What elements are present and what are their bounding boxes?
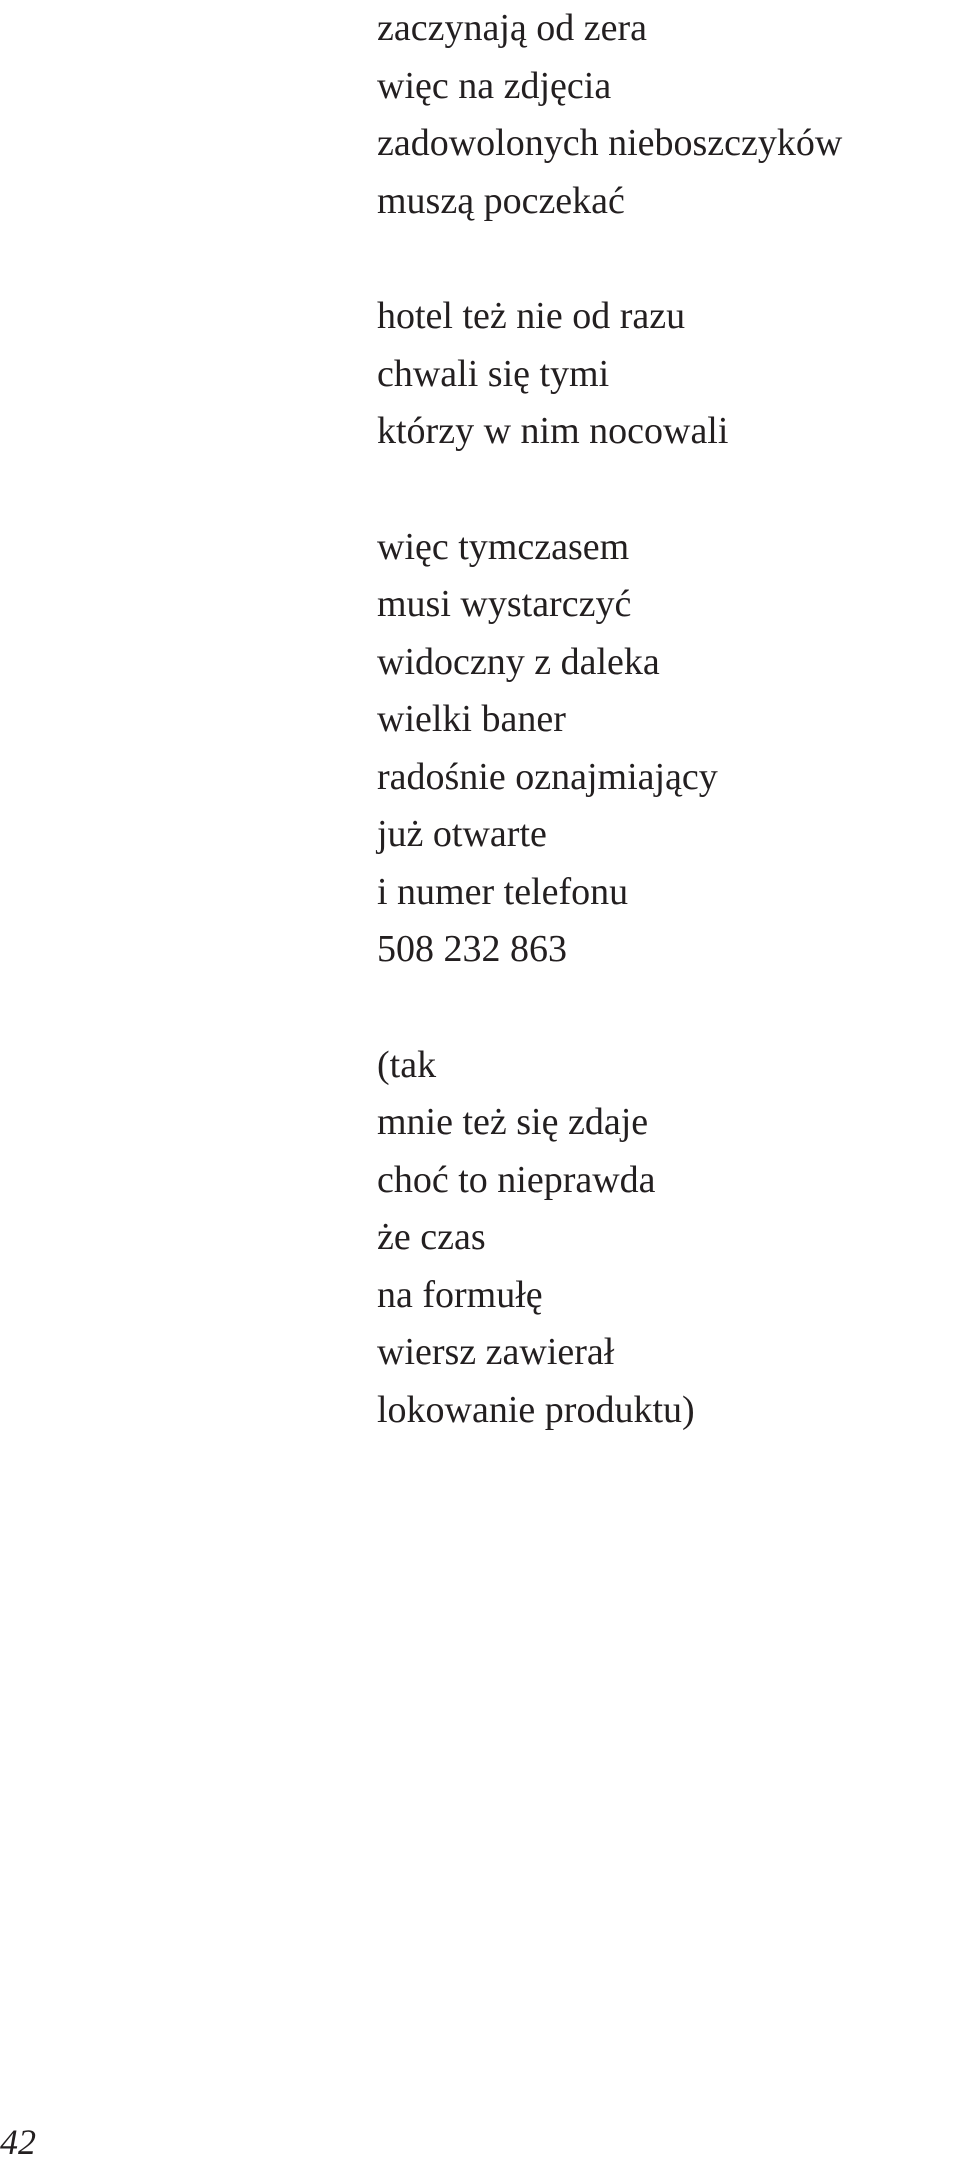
stanza-3 (377, 519, 937, 979)
poem-body (377, 0, 937, 1439)
poem-line: (tak (377, 1043, 437, 1086)
poem-line: zadowolonych nieboszczyków (377, 122, 843, 164)
poem-line: chwali się tymi (377, 352, 610, 395)
poem-line: więc tymczasem (377, 525, 630, 568)
poem-line: radośnie oznajmiający (377, 755, 718, 798)
poem-line: musi wystarczyć (377, 583, 632, 625)
poem-line: wiersz zawierał (377, 1331, 615, 1373)
poem-line: że czas (377, 1216, 486, 1258)
poem-line: lokowanie produktu) (377, 1388, 695, 1431)
poem-line: wielki baner (377, 698, 566, 740)
stanza-2 (377, 288, 937, 461)
stanza-1 (377, 0, 937, 230)
poem-line: i numer telefonu (377, 870, 629, 913)
poem-line: którzy w nim nocowali (377, 410, 729, 452)
page-number: 42 (0, 2122, 36, 2162)
poem-line: więc na zdjęcia (377, 64, 612, 107)
poem-line: hotel też nie od razu (377, 295, 686, 337)
poem-line: już otwarte (377, 813, 547, 855)
poem-line: muszą poczekać (377, 179, 625, 222)
poem-line: widoczny z daleka (377, 640, 660, 683)
poem-line: 508 232 863 (377, 928, 567, 970)
poem-line: mnie też się zdaje (377, 1101, 649, 1143)
poem-line: na formułę (377, 1273, 543, 1316)
stanza-4 (377, 1037, 937, 1440)
poem-line: zaczynają od zera (377, 7, 648, 49)
poem-line: choć to nieprawda (377, 1158, 656, 1201)
